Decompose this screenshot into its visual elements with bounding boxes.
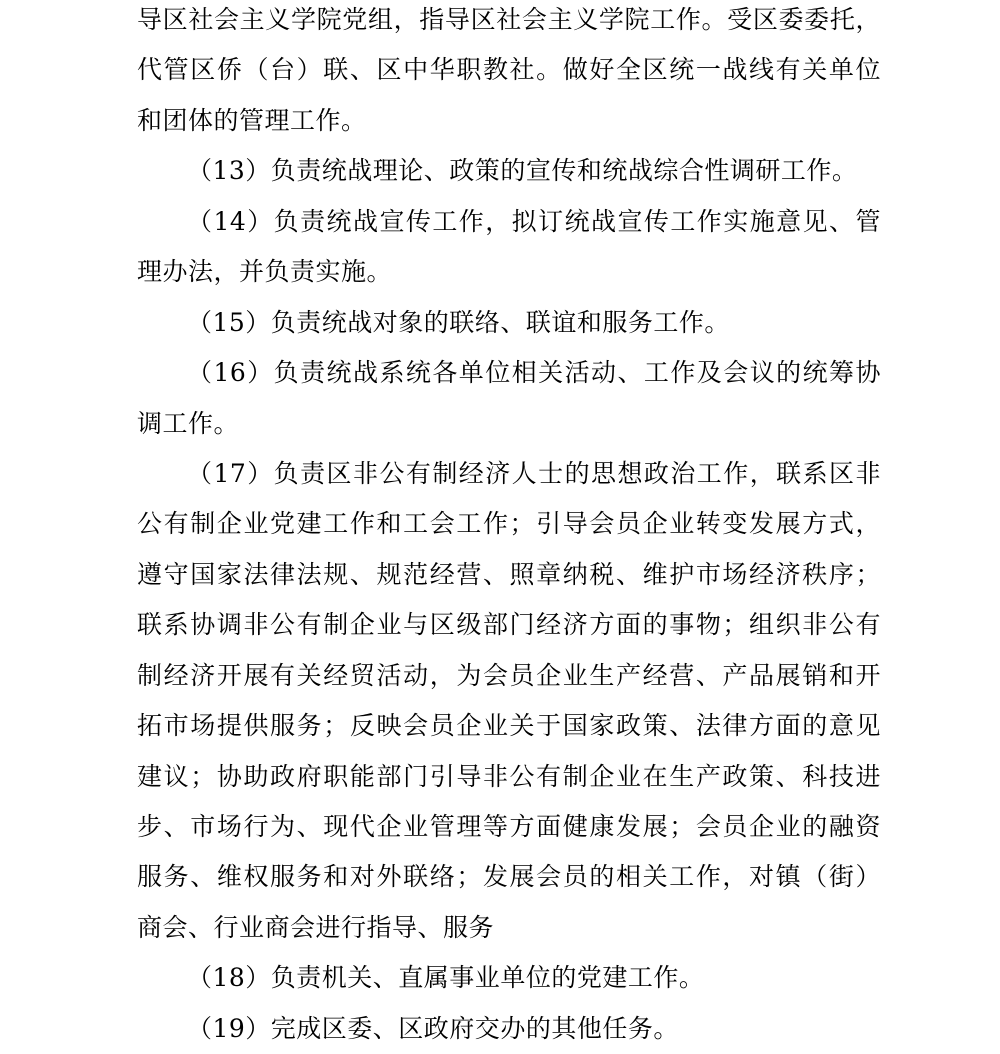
text-line: 制经济开展有关经贸活动，为会员企业生产经营、产品展销和开 [137,660,881,690]
paragraph [137,298,881,348]
text-line: 遵守国家法律法规、规范经营、照章纳税、维护市场经济秩序； [137,559,881,589]
text-line: 建议；协助政府职能部门引导非公有制企业在生产政策、科技进 [137,761,881,791]
text-line: 联系协调非公有制企业与区级部门经济方面的事物；组织非公有 [137,610,881,640]
paragraph [137,146,881,196]
text-line: （16）负责统战系统各单位相关活动、工作及会议的统筹协 [187,358,881,388]
paragraph [137,1004,881,1054]
text-line: （19）完成区委、区政府交办的其他任务。 [187,1013,679,1043]
document-body [137,0,881,1054]
text-line: 拓市场提供服务；反映会员企业关于国家政策、法律方面的意见 [137,711,881,741]
text-line: 公有制企业党建工作和工会工作；引导会员企业转变发展方式， [137,509,881,539]
paragraph [137,953,881,1003]
text-line: （18）负责机关、直属事业单位的党建工作。 [187,963,705,993]
text-line: （13）负责统战理论、政策的宣传和统战综合性调研工作。 [187,156,858,186]
text-line: （17）负责区非公有制经济人士的思想政治工作，联系区非 [187,458,881,488]
text-line: （14）负责统战宣传工作，拟订统战宣传工作实施意见、管 [187,206,881,236]
paragraph [137,197,881,298]
text-line: 调工作。 [137,408,240,438]
paragraph [137,449,881,953]
paragraph [137,348,881,449]
text-line: 商会、行业商会进行指导、服务 [137,912,495,942]
paragraph [137,0,881,146]
text-line: 和团体的管理工作。 [137,105,367,135]
text-line: 步、市场行为、现代企业管理等方面健康发展；会员企业的融资 [137,812,881,841]
text-line: 服务、维权服务和对外联络；发展会员的相关工作，对镇（街） [137,862,881,892]
text-line: 代管区侨（台）联、区中华职教社。做好全区统一战线有关单位 [137,55,881,85]
text-line: 导区社会主义学院党组，指导区社会主义学院工作。受区委委托， [137,5,881,34]
text-line: 理办法，并负责实施。 [137,257,393,287]
text-line: （15）负责统战对象的联络、联谊和服务工作。 [187,307,730,337]
